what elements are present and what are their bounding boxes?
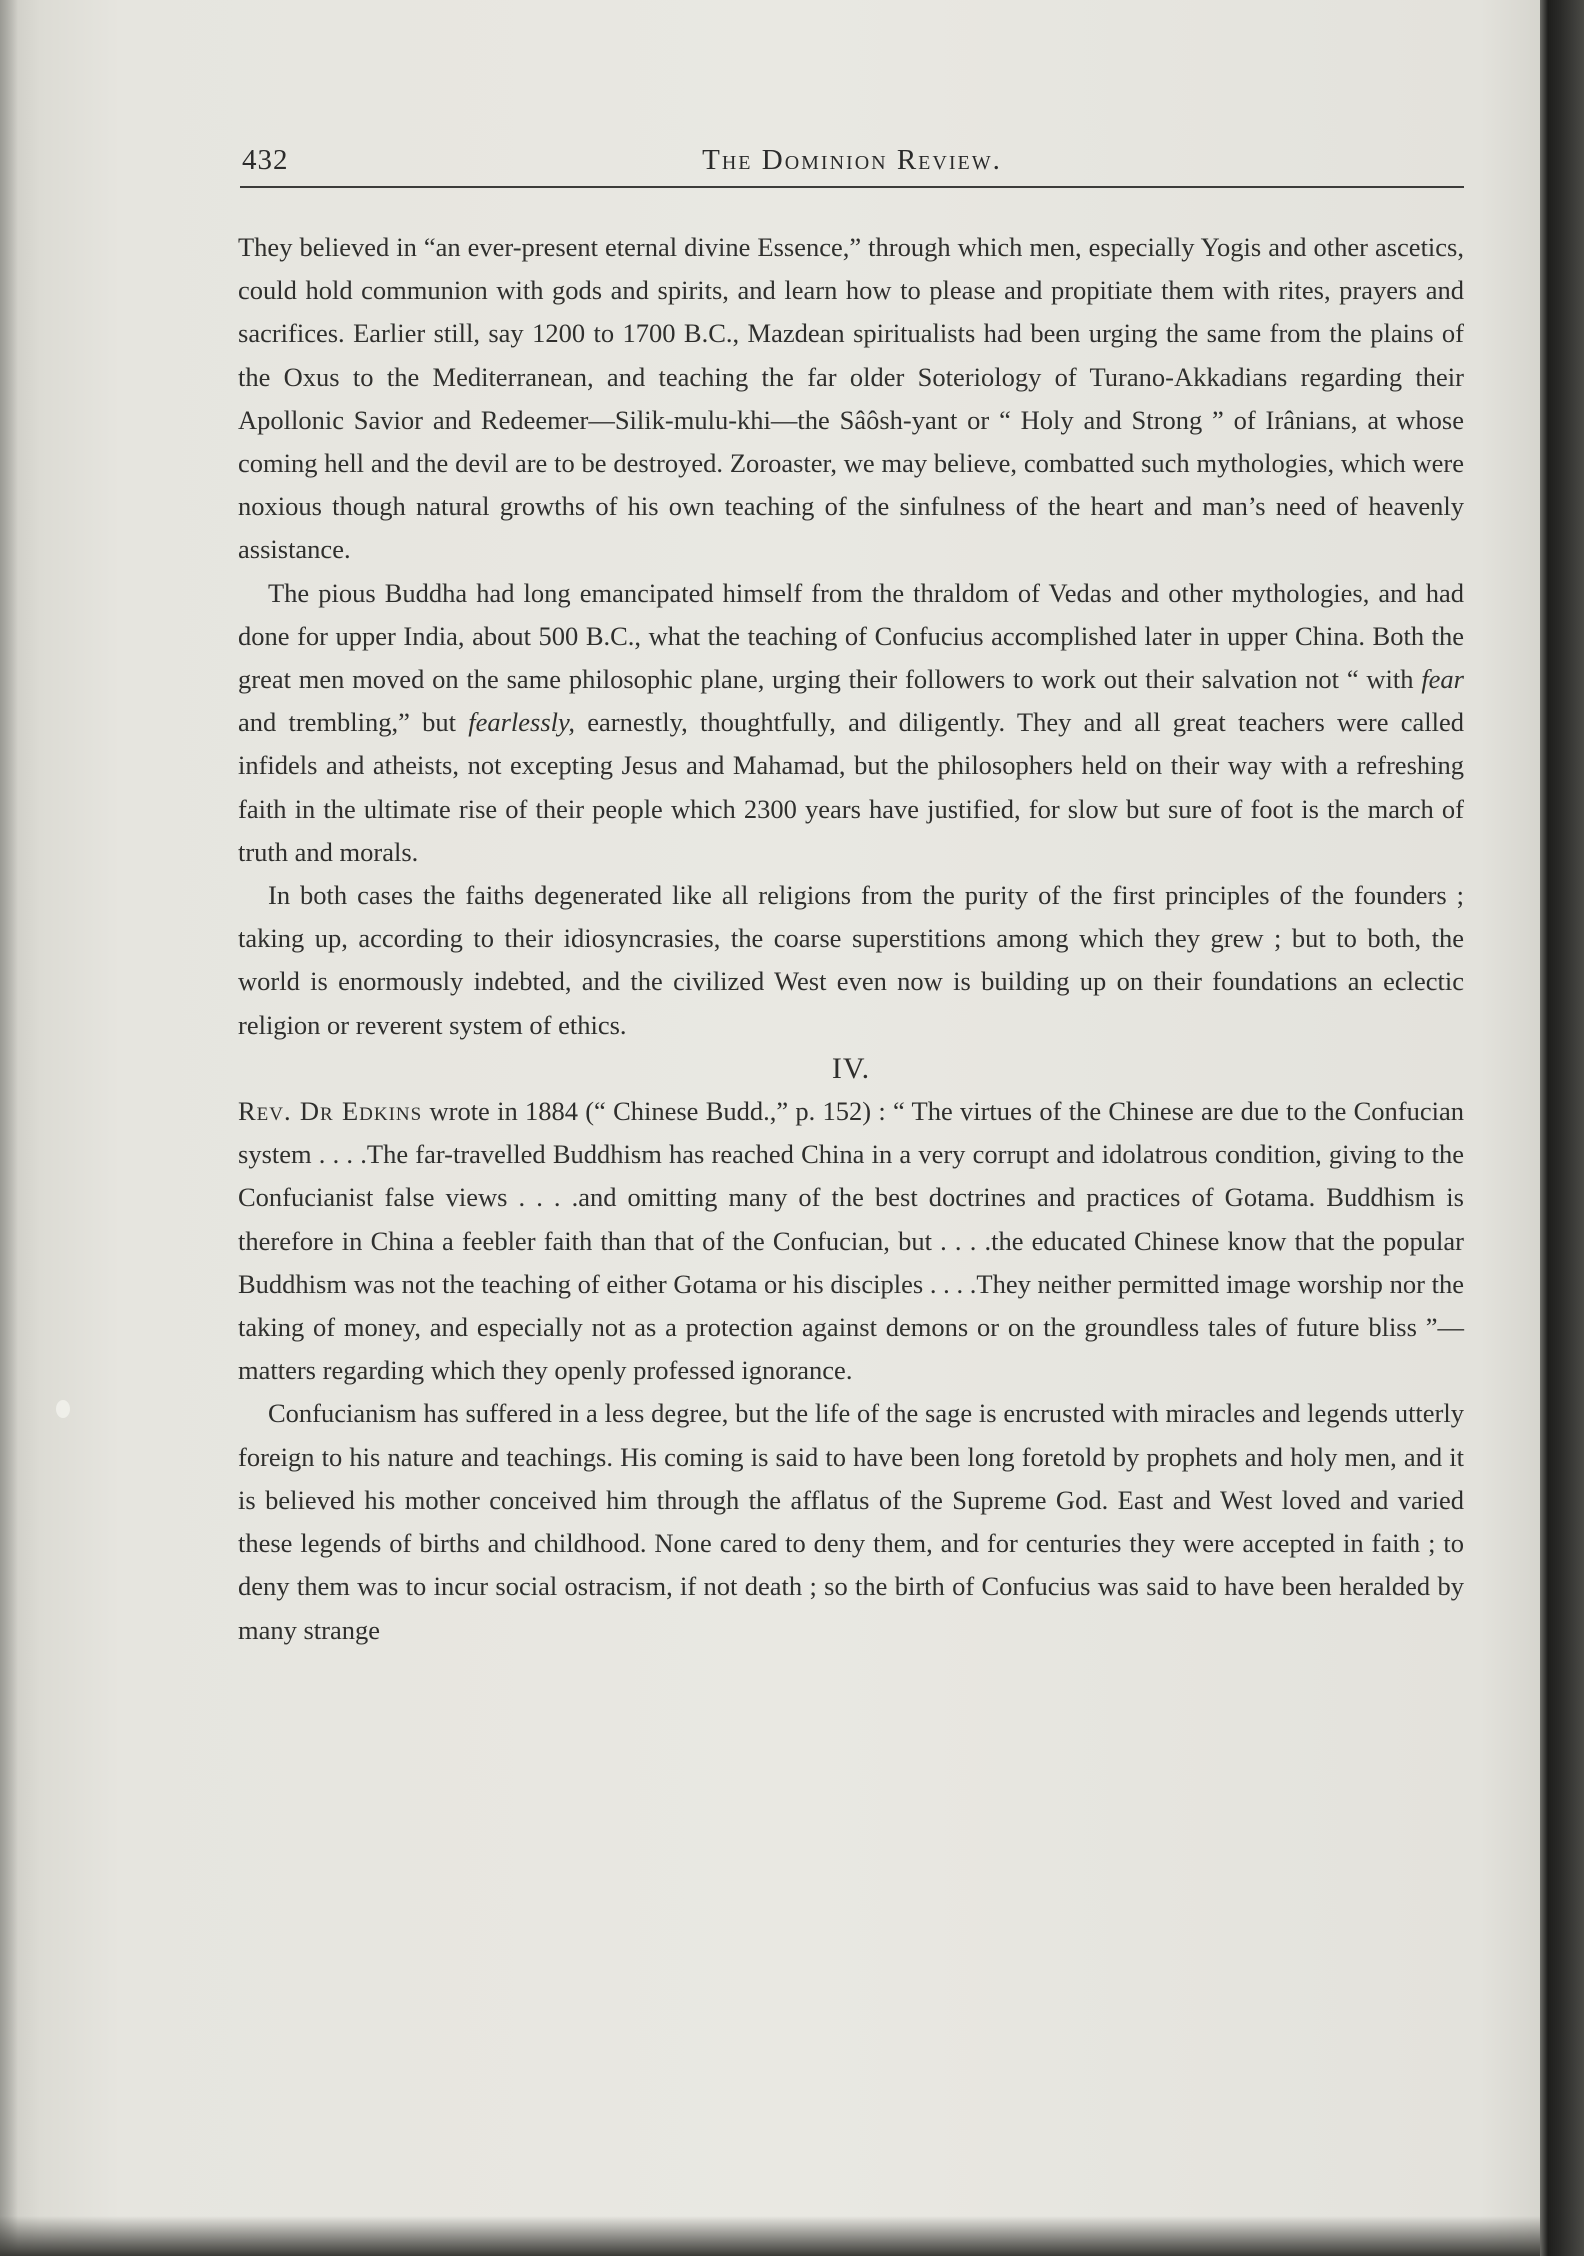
paragraph-5: Confucianism has suffered in a less degree, but the life of the sage is encrusted with miracles and legends utterly foreign to his nature and teachings. His coming is said to have been long foretold by prophets and holy men, and it is believed his mother conceived him through the afflatus of the Supreme God. East and West loved and varied these legends of births and childhood. None cared to deny them, and for centuries they were accepted in faith ; to deny them was to incur social ostracism, if not death ; so the birth of Confucius was said to have been heralded by many strange — [238, 1398, 1464, 1645]
paragraph-2-text-b: and trembling,” but — [238, 707, 457, 738]
paragraph-1: They believed in “an ever-present eternal divine Essence,” through which men, especially Yogis and other ascetics, could hold communion with gods and spirits, and learn how to please and propitiate them with rites, prayers and sacrifices. Earlier still, say 1200 to 1700 B.C., Mazdean spiritualists had been urging the same from the plains of the Oxus to the Mediterranean, and teaching the far older Soteriology of Turano-Akkadians regarding their Apollonic Savior and Redeemer—Silik-mulu-khi—the Sâôsh-yant or “ Holy and Strong ” of Irânians, at whose coming hell and the devil are to be destroyed. Zoroaster, we may believe, combatted such mythologies, which were noxious though natural growths of his own teaching of the sinfulness of the heart and man’s need of heavenly assistance. — [238, 232, 1464, 565]
paragraph-3: In both cases the faiths degenerated like all religions from the purity of the first principles of the founders ; taking up, according to their idiosyncrasies, the coarse superstitions among which they grew ; but to both, the world is enormously indebted, and the civilized West even now is building up on their foundations an eclectic religion or reverent system of ethics. — [238, 880, 1464, 1040]
italic-fear: fear — [1421, 664, 1464, 695]
book-spine-edge — [1540, 0, 1584, 2256]
paper-blemish — [56, 1400, 70, 1418]
page-header — [240, 138, 1464, 188]
binding-shadow — [0, 0, 18, 2256]
author-name: Rev. Dr Edkins — [238, 1096, 423, 1127]
italic-fearlessly: fearlessly, — [468, 707, 575, 738]
paragraph-2 — [238, 572, 1464, 874]
paragraph-2-text-c: earnestly, thoughtfully, and diligently. They and all great teachers were called infidels and atheists, not excepting Jesus and Mahamad, but the philosophers held on their way with a refreshing faith in the ultimate rise of their people which 2300 years have justified, for slow but sure of foot is the march of truth and morals. — [238, 707, 1464, 867]
page-number: 432 — [242, 144, 289, 176]
section-heading: IV. — [831, 1051, 871, 1085]
paragraph-2-text-a: The pious Buddha had long emancipated himself from the thraldom of Vedas and other mythologies, and had done for upper India, about 500 B.C., what the teaching of Confucius accomplished later in upper China. Both the great men moved on the same philosophic plane, urging their followers to work out their salvation not “ with — [238, 577, 1464, 695]
running-title: The Dominion Review. — [702, 144, 1002, 176]
bottom-edge-shadow — [0, 2216, 1540, 2256]
paragraph-4 — [238, 1090, 1464, 1392]
page-body — [238, 226, 1464, 1652]
paragraph-4-text: wrote in 1884 (“ Chinese Budd.,” p. 152) : “ The virtues of the Chinese are due to the Confucian system . . . .The far-travelled Buddhism has reached China in a very corrupt and idolatrous condition, giving to the Confucianist false views . . . .and omitting many of the best doctrines and practices of Gotama. Buddhism is therefore in China a feebler faith than that of the Confucian, but . . . .the educated Chinese know that the popular Buddhism was not the teaching of either Gotama or his disciples . . . .They neither permitted image worship nor the taking of money, and especially not as a protection against demons or on the groundless tales of future bliss ”—matters regarding which they openly professed ignorance. — [238, 1096, 1465, 1386]
